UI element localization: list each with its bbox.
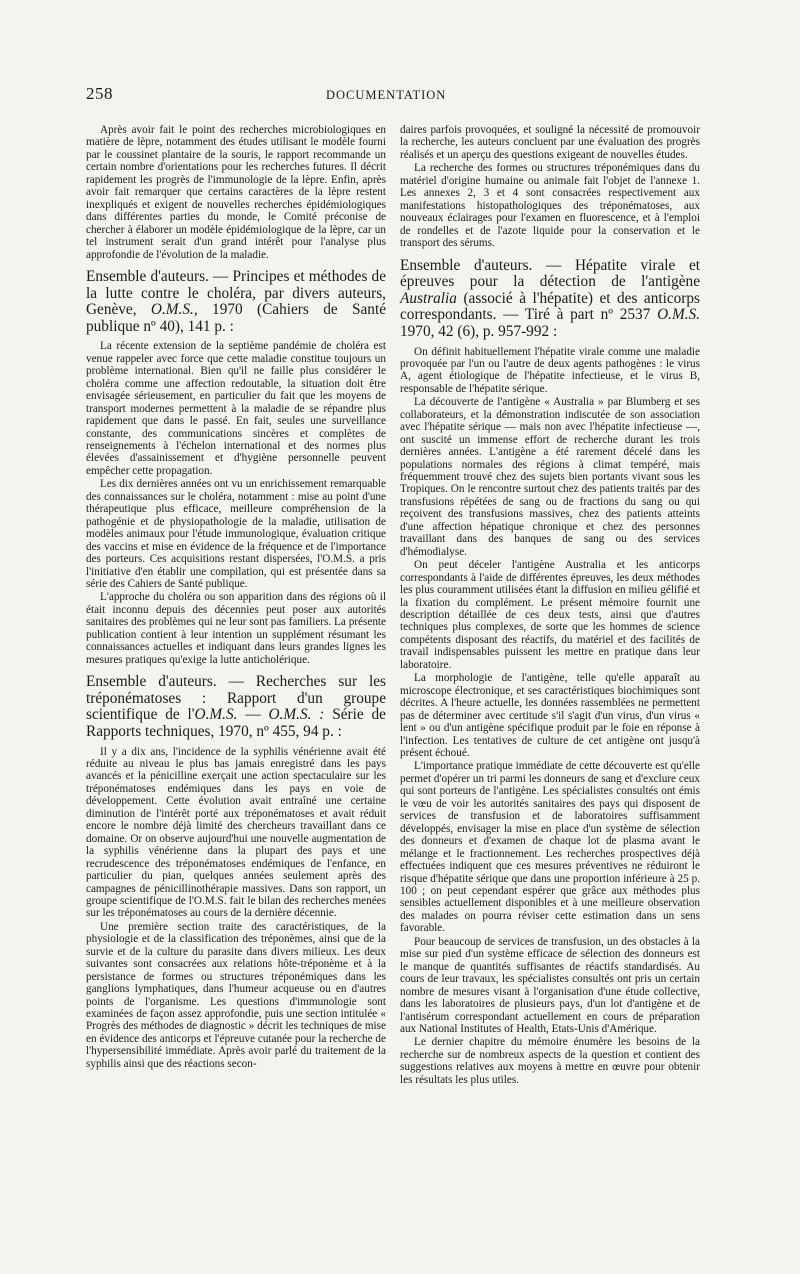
entry-title-part: 1970 (Cahiers de Santé publique nº 40), 141 p. :	[86, 301, 386, 335]
paragraph: Pour beaucoup de services de transfusion, un des obstacles à la mise sur pied d'un système efficace de sélection des donneurs est le manque de quantités suffisantes de réactifs standardisés. Au cours de leur travaux, les spécialistes consultés ont pris un certain nombre de mesures visant à l'organisation d'une étude collective, dans les laboratoires de plusieurs pays, d'un lot d'antigène et de l'antisérum correspondant actuellement en cours de préparation aux National Institutes of Health, Etats-Unis d'Amérique.	[400, 935, 700, 1035]
paragraph: On définit habituellement l'hépatite virale comme une maladie provoquée par l'un ou l'autre de deux agents pathogènes : le virus A, agent étiologique de l'hépatite infectieuse, et le virus B, responsable de l'hépatite sérique.	[400, 345, 700, 395]
entry-title-italic: O.M.S.	[657, 306, 700, 324]
paragraph: La découverte de l'antigène « Australia » par Blumberg et ses collaborateurs, et la démonstration indiscutée de son association avec l'hépatite sérique — mais non avec l'hépatite infectieuse —, ont suscité un immense effort de recherche durant les trois dernières années. L'antigène a été rarement décelé dans les populations normales des régions à climat tempéré, mais fréquemment trouvé chez des sujets bien portants vivant sous les Tropiques. On le rencontre surtout chez des patients traités par des transfusions répétées de sang ou de fractions du sang ou qui reçoivent des transfusions massives, chez des patients atteints d'une affection hépatique chronique et chez des personnes travaillant dans des banques de sang ou des services d'hémodialyse.	[400, 396, 700, 558]
paragraph: La récente extension de la septième pandémie de choléra est venue rappeler avec force que cette maladie constitue toujours un problème international. Bien qu'il ne faille plus considérer le choléra comme une affection redoutable, la situation doit être envisagée sérieusement, en particulier du fait que les moyens de transport modernes permettent à la maladie de se répandre plus rapidement que dans le passé. En fait, seules une surveillance constante, des communications sincères et complètes de renseignements à l'échelon international et des normes plus élevées d'assainissement et d'hygiène personnelle peuvent empêcher cette propagation.	[86, 340, 386, 477]
continuation-paragraph: daires parfois provoquées, et souligné la nécessité de promouvoir la recherche, les auteurs concluent par une évaluation des progrès réalisés et un aperçu des questions exigeant de nouvelles études.	[400, 124, 700, 161]
entry-title-part: (associé à l'hépatite) et des anticorps correspondants. — Tiré à part nº 2537	[400, 289, 700, 324]
paragraph: L'importance pratique immédiate de cette découverte est qu'elle permet d'opérer un tri parmi les donneurs de sang et d'exclure ceux qui sont porteurs de l'antigène. Les spécialistes consultés ont émis le vœu de voir les autorités sanitaires des pays qui disposent de services de transfusion et de laboratoires suffisamment développés, envisager la mise en place d'un système de sélection des donneurs et d'examen de chaque lot de plasma avant le mélange et le fractionnement. Les recherches prospectives déjà effectuées indiquent que ces mesures préventives ne réduiront le risque d'hépatite sérique que dans une proportion inférieure à 25 p. 100 ; on peut cependant espérer que grâce aux méthodes plus sensibles actuellement disponibles et à une meilleure observation des malades on pourra réviser cette estimation dans un sens favorable.	[400, 760, 700, 935]
entry-title-treponematoses	[86, 674, 386, 740]
entry-title-part: Ensemble d'auteurs. — Hépatite virale et épreuves pour la détection de l'antigène	[400, 256, 700, 291]
entry-title-part: Ensemble d'auteurs. — Recherches sur les tréponématoses : Rapport d'un groupe scientifique de l'	[86, 673, 386, 724]
intro-paragraph: Après avoir fait le point des recherches microbiologiques en matière de lèpre, notamment des études utilisant le modèle fourni par le coussinet plantaire de la souris, le rapport recommande un certain nombre d'orientations pour les recherches futures. Il décrit rapidement les progrès de l'immunologie de la lèpre. Enfin, après avoir fait remarquer que certains caractères de la lèpre restent inexpliqués et exigent de nouvelles recherches épidémiologiques dans différentes parties du monde, le Comité préconise de chercher à élaborer un modèle épidémiologique de la lèpre, car un tel instrument serait d'un grand intérêt pour l'analyse plus approfondie de l'évolution de la maladie.	[86, 124, 386, 261]
entry-title-part: Ensemble d'auteurs. — Principes et méthodes de la lutte contre le choléra, par divers auteurs, Genève,	[86, 267, 386, 319]
left-column	[86, 124, 386, 1071]
running-head: DOCUMENTATION	[326, 88, 447, 102]
page-number: 258	[86, 84, 113, 103]
entry-title-italic: Australia	[400, 289, 457, 307]
entry-title-italic: O.M.S. :	[268, 706, 325, 724]
right-column	[400, 124, 700, 1087]
entry-title-italic: O.M.S.	[194, 706, 238, 724]
entry-title-hepatitis	[400, 258, 700, 341]
paragraph: Il y a dix ans, l'incidence de la syphilis vénérienne avait été réduite au niveau le plus bas jamais enregistré dans les pays avancés et la pénicilline exerçait une action spectaculaire sur les tréponématoses endémiques dans les pays en voie de développement. Cette évolution avait entraîné une certaine diminution de l'intérêt porté aux tréponématoses et avait réduit encore le nombre déjà limité des chercheurs travaillant dans ce domaine. Or on observe aujourd'hui une nouvelle augmentation de la syphilis vénérienne dans la plupart des pays et une recrudescence des tréponématoses endémiques de l'enfance, en particulier du pian, quelques années seulement après des campagnes de pénicillinothérapie massives. Dans son rapport, un groupe scientifique de l'O.M.S. fait le bilan des recherches menées sur les tréponématoses au cours de la dernière décennie.	[86, 745, 386, 920]
paragraph: L'approche du choléra ou son apparition dans des régions où il était inconnu depuis des décennies peut poser aux autorités sanitaires des problèmes qui ne leur sont pas familiers. La présente publication contient à leur intention un supplément résumant les connaissances actuelles et indiquant dans leurs grandes lignes les mesures pratiques qu'exige la lutte anticholérique.	[86, 591, 386, 666]
paragraph: La recherche des formes ou structures tréponémiques dans du matériel d'origine humaine ou animale fait l'objet de l'annexe 1. Les annexes 2, 3 et 4 sont consacrées respectivement aux manifestations histopathologiques des tréponématoses, aux nouveaux éclairages pour l'examen en fluorescence, et à l'emploi de rondelles et de l'azote liquide pour la conservation et le transport des sérums.	[400, 162, 700, 250]
paragraph: La morphologie de l'antigène, telle qu'elle apparaît au microscope électronique, et ses caractéristiques biochimiques sont décrites. A l'heure actuelle, les données rassemblées ne permettent pas de déterminer avec certitude s'il s'agit d'un virus, d'un virus « lent » ou d'un antigène spécifique produit par le foie en réponse à l'infection. Les tentatives de culture de cet antigène ont jusqu'à présent échoué.	[400, 672, 700, 759]
entry-title-part: 1970, 42 (6), p. 957-992 :	[400, 322, 558, 340]
entry-title-part: —	[237, 706, 269, 724]
paragraph: Le dernier chapitre du mémoire énumère les besoins de la recherche sur de nombreux aspects de la question et contient des suggestions relatives aux moyens à mettre en œuvre pour obtenir les résultats les plus utiles.	[400, 1036, 700, 1086]
paragraph: Une première section traite des caractéristiques, de la physiologie et de la classification des tréponèmes, ainsi que de la survie et de la culture du parasite dans divers milieux. Les deux suivantes sont consacrées aux relations hôte-tréponème et à la persistance de formes ou structures tréponémiques dans les ganglions lymphatiques, dans l'humeur acqueuse ou en d'autres points de l'organisme. Les questions d'immunologie sont examinées de façon assez approfondie, puis une section intitulée « Progrès des méthodes de diagnostic » décrit les techniques de mise en évidence des anticorps et l'épreuve cutanée pour la recherche de l'hypersensibilité immédiate. Après avoir parlé du traitement de la syphilis ainsi que des réactions secon-	[86, 920, 386, 1070]
entry-title-italic: O.M.S.,	[150, 301, 198, 319]
paragraph: Les dix dernières années ont vu un enrichissement remarquable des connaissances sur le choléra, notamment : mise au point d'une thérapeutique plus efficace, meilleure compréhension de la pathogénie et de physiopathologie de la maladie, utilisation de modèles animaux pour l'étude immunologique, évaluation critique des vaccins et mise en évidence de la fréquence et de l'importance des porteurs. Ces acquisitions restant dispersées, l'O.M.S. a pris l'initiative d'en établir une compilation, qui est présentée dans sa série des Cahiers de Santé publique.	[86, 478, 386, 590]
paragraph: On peut déceler l'antigène Australia et les anticorps correspondants à l'aide de différentes épreuves, les deux méthodes les plus couramment utilisées étant la diffusion en milieu gélifié et la fixation du complément. Le présent mémoire fournit une description détaillée de ces deux tests, ainsi que d'autres techniques plus complexes, de sorte que les hommes de science compétents disposant des réactifs, du matériel et des facilités de travail indispensables puissent les mettre en pratique dans leur laboratoire.	[400, 559, 700, 671]
entry-title-part: Série de Rapports techniques, 1970, nº 455, 94 p. :	[86, 706, 386, 740]
entry-title-cholera	[86, 269, 386, 335]
